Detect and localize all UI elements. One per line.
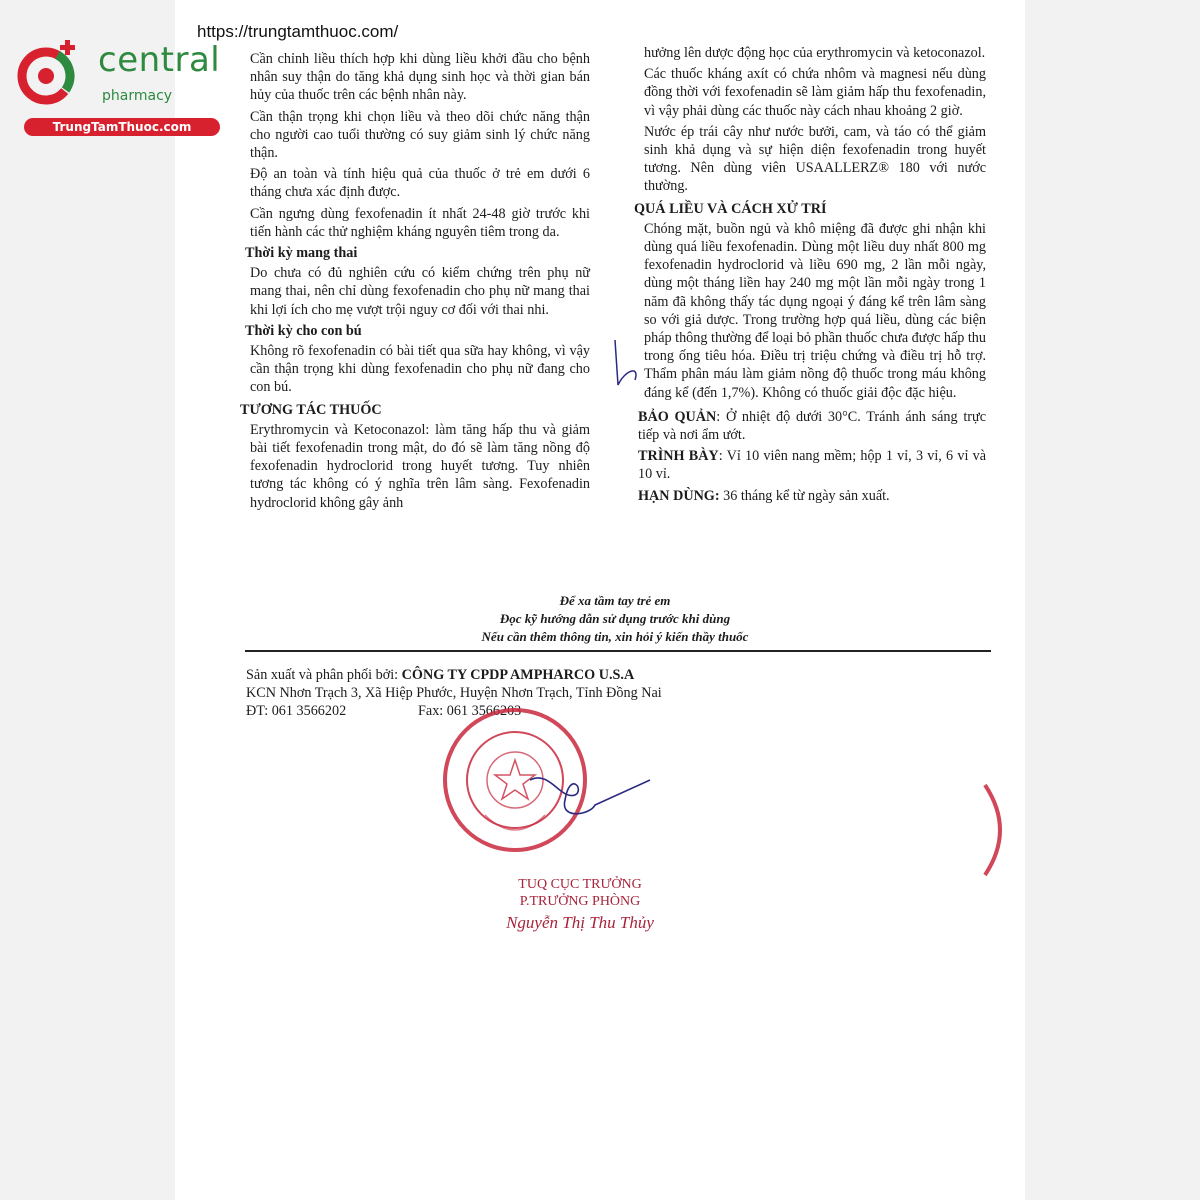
juice-paragraph: Nước ép trái cây như nước bưởi, cam, và táo có thể giảm sinh khả dụng và sự hiện diện fexofenadin trong huyết tương. Nên dùng viên USAALLERZ® 180 với nước thường. [644, 123, 986, 195]
approval-block [480, 876, 680, 931]
signer-name: Nguyễn Thị Thu Thủy [506, 913, 654, 932]
overdose-heading: QUÁ LIỀU VÀ CÁCH XỬ TRÍ [634, 200, 827, 217]
elderly-paragraph: Cần thận trọng khi chọn liều và theo dõi chức năng thận cho người cao tuổi thường có suy giảm sinh lý chức năng thận. [250, 108, 590, 162]
notice-line-3: Nếu cần thêm thông tin, xin hỏi ý kiến thầy thuốc [481, 629, 749, 644]
right-column [634, 44, 987, 508]
skin-test-paragraph: Cần ngưng dùng fexofenadin ít nhất 24-48 giờ trước khi tiến hành các thử nghiệm kháng nguyên tiêm trong da. [250, 205, 590, 240]
fax-number: Fax: 061 3566203 [418, 703, 522, 719]
logo-mark-icon [10, 38, 90, 118]
notice-line-1: Để xa tầm tay trẻ em [559, 593, 671, 608]
signature-icon [520, 760, 660, 830]
expiry-text: 36 tháng kể từ ngày sản xuất. [719, 487, 890, 504]
pregnancy-text: Do chưa có đủ nghiên cứu có kiểm chứng trên phụ nữ mang thai, nên chỉ dùng fexofenadin cho phụ nữ mang thai khi lợi ích cho mẹ vượt trội nguy cơ đối với thai nhi. [250, 265, 590, 318]
logo-subtitle: pharmacy [102, 88, 173, 104]
source-url[interactable]: https://trungtamthuoc.com/ [197, 22, 399, 41]
expiry-section [638, 487, 986, 505]
children-paragraph: Độ an toàn và tính hiệu quả của thuốc ở trẻ em dưới 6 tháng chưa xác định được. [250, 166, 590, 201]
warning-notice [245, 592, 985, 646]
presentation-label: TRÌNH BÀY [638, 448, 719, 465]
logo-domain: TrungTamThuoc.com [24, 118, 220, 136]
margin-initial-icon [600, 335, 650, 395]
logo-name: central [98, 40, 221, 80]
interaction-heading: TƯƠNG TÁC THUỐC [240, 401, 382, 418]
central-pharmacy-logo [10, 38, 221, 138]
divider [245, 650, 991, 652]
presentation-text: : Vỉ 10 viên nang mềm; hộp 1 vỉ, 3 vỉ, 6 vỉ và 10 vỉ. [638, 448, 987, 483]
maker-row [246, 666, 662, 684]
pregnancy-heading: Thời kỳ mang thai [245, 245, 358, 262]
notice-line-2: Đọc kỹ hướng dẫn sử dụng trước khi dùng [499, 611, 731, 626]
phone-number: ĐT: 061 3566202 [246, 703, 347, 719]
overdose-text: Chóng mặt, buồn ngủ và khô miệng đã được ghi nhận khi dùng quá liều fexofenadin. Dùng một liều duy nhất 800 mg fexofenadin hydroclorid và liều 690 mg, 2 lần mỗi ngày, dùng một tháng liền hay 240 mg một lần mỗi ngày trong 1 năm đã không thấy tác dụng ngoại ý đáng kể trên lâm sàng so với giả dược. Trong trường hợp quá liều, dùng các biện pháp thông thường để loại bỏ phần thuốc chưa được hấp thu trong ống tiêu hóa. Điều trị triệu chứng và điều trị hỗ trợ. Thẩm phân máu làm giảm nồng độ thuốc trong máu không đáng kể (đến 1,7%). Không có thuốc giải độc đặc hiệu. [644, 220, 986, 401]
lactation-heading: Thời kỳ cho con bú [245, 322, 362, 339]
antacid-paragraph: Các thuốc kháng axít có chứa nhôm và magnesi nếu dùng đồng thời với fexofenadin sẽ làm giảm hấp thu fexofenadin, vì vậy phải dùng các thuốc này cách nhau khoảng 2 giờ. [644, 66, 986, 119]
renal-dose-paragraph: Cần chỉnh liều thích hợp khi dùng liều khởi đầu cho bệnh nhân suy thận do tăng khả dụng sinh học và thời gian bán hủy của thuốc trên các bệnh nhân này. [250, 51, 590, 104]
interaction-text: Erythromycin và Ketoconazol: làm tăng hấp thu và giảm bài tiết fexofenadin trong mật, do đó sẽ làm tăng nồng độ fexofenadin hydroclorid trong huyết tương. Tuy nhiên tương tác không có ý nghĩa trên lâm sàng. Fexofenadin hydroclorid không gây ảnh [250, 421, 590, 511]
approval-line-1: TUQ CỤC TRƯỞNG [518, 877, 642, 892]
storage-section [638, 408, 986, 444]
left-column [240, 50, 590, 515]
maker-label: Sản xuất và phân phối bởi: [246, 667, 402, 683]
expiry-label: HẠN DÙNG: [638, 487, 720, 504]
presentation-section [638, 447, 986, 483]
maker-name: CÔNG TY CPDP AMPHARCO U.S.A [401, 667, 635, 683]
storage-text: : Ở nhiệt độ dưới 30°C. Tránh ánh sáng trực tiếp và nơi ẩm ướt. [638, 408, 986, 444]
interaction-continued: hưởng lên dược động học của erythromycin và ketoconazol. [644, 45, 986, 61]
partial-stamp-icon [975, 780, 1015, 880]
approval-line-2: P.TRƯỞNG PHÒNG [519, 894, 641, 909]
maker-address: KCN Nhơn Trạch 3, Xã Hiệp Phước, Huyện Nhơn Trạch, Tỉnh Đồng Nai [246, 685, 662, 701]
storage-label: BẢO QUẢN [638, 408, 717, 425]
lactation-text: Không rõ fexofenadin có bài tiết qua sữa hay không, vì vậy cần thận trọng khi dùng fexofenadin cho phụ nữ đang cho con bú. [250, 343, 590, 396]
